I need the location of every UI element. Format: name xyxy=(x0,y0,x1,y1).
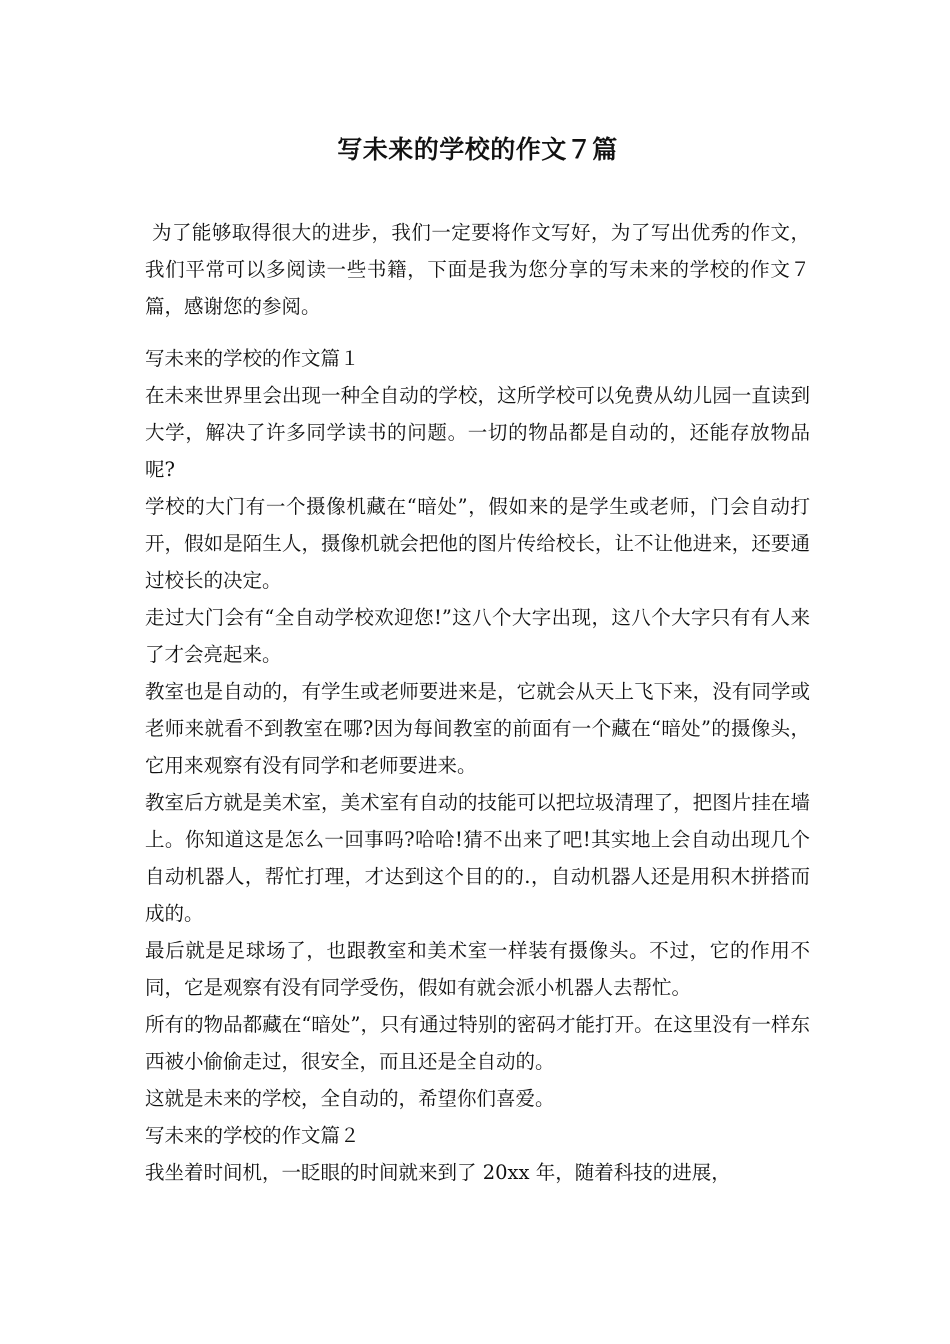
section-heading: 写未来的学校的作文篇１ xyxy=(145,347,360,370)
body-paragraph: 教室后方就是美术室，美术室有自动的技能可以把垃圾清理了，把图片挂在墙上。你知道这是怎么一回事吗?哈哈!猜不出来了吧!其实地上会自动出现几个自动机器人，帮忙打理，才达到这个目的的.，自动机器人还是用积木拼搭而成的。 xyxy=(145,791,810,925)
body-paragraph: 教室也是自动的，有学生或老师要进来是，它就会从天上飞下来，没有同学或老师来就看不到教室在哪?因为每间教室的前面有一个藏在“暗处”的摄像头，它用来观察有没有同学和老师要进来。 xyxy=(145,680,810,777)
section-heading: 写未来的学校的作文篇２ xyxy=(145,1124,360,1147)
document-title: 写未来的学校的作文７篇 xyxy=(337,135,618,164)
body-paragraph: 我坐着时间机，一眨眼的时间就来到了 20xx 年，随着科技的进展， xyxy=(145,1161,731,1184)
body-paragraph: 最后就是足球场了，也跟教室和美术室一样装有摄像头。不过，它的作用不同，它是观察有没有同学受伤，假如有就会派小机器人去帮忙。 xyxy=(145,939,810,999)
body-paragraph: 所有的物品都藏在“暗处”，只有通过特别的密码才能打开。在这里没有一样东西被小偷偷走过，很安全，而且还是全自动的。 xyxy=(145,1013,810,1073)
body-paragraph: 在未来世界里会出现一种全自动的学校，这所学校可以免费从幼儿园一直读到大学，解决了许多同学读书的问题。一切的物品都是自动的，还能存放物品呢? xyxy=(145,384,810,481)
body-paragraph: 学校的大门有一个摄像机藏在“暗处”，假如来的是学生或老师，门会自动打开，假如是陌生人，摄像机就会把他的图片传给校长，让不让他进来，还要通过校长的决定。 xyxy=(145,495,810,592)
body-paragraph: 这就是未来的学校，全自动的，希望你们喜爱。 xyxy=(145,1087,555,1110)
document-body xyxy=(145,340,810,1191)
body-paragraph: 走过大门会有“全自动学校欢迎您!”这八个大字出现，这八个大字只有有人来了才会亮起来。 xyxy=(145,606,810,666)
intro-paragraph: 为了能够取得很大的进步，我们一定要将作文写好，为了写出优秀的作文，我们平常可以多阅读一些书籍，下面是我为您分享的写未来的学校的作文７篇，感谢您的参阅。 xyxy=(145,220,810,318)
